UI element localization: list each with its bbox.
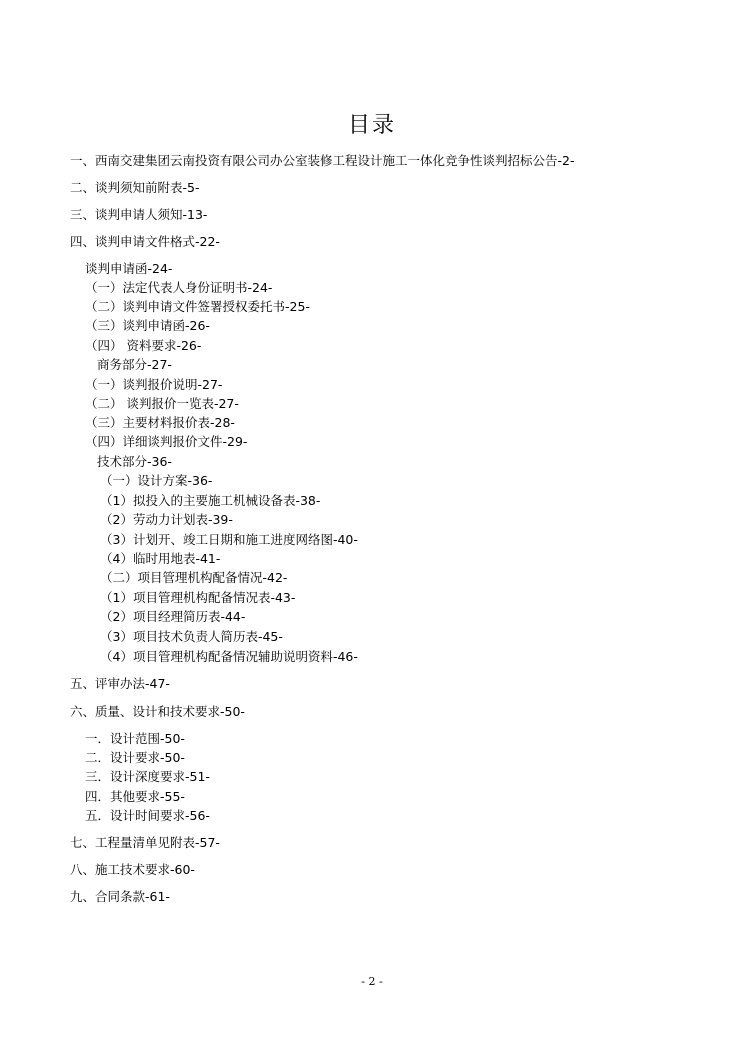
toc-entry-11[interactable]: （一）谈判报价说明-27- xyxy=(85,377,223,392)
toc-entry-22[interactable]: （1）项目管理机构配备情况表-43- xyxy=(100,590,296,605)
toc-entry-28[interactable]: 一．设计范围-50- xyxy=(85,731,185,746)
toc-title: 目录 xyxy=(347,113,396,138)
toc-entry-13[interactable]: （三）主要材料报价表-28- xyxy=(85,415,235,430)
toc-entry-1[interactable]: 一、西南交建集团云南投资有限公司办公室装修工程设计施工一体化竞争性谈判招标公告-2- xyxy=(70,153,575,168)
page-number: - 2 - xyxy=(361,975,383,988)
toc-entry-21[interactable]: （二）项目管理机构配备情况-42- xyxy=(100,570,288,585)
toc-entry-15[interactable]: 技术部分-36- xyxy=(97,454,172,469)
toc-entry-26[interactable]: 五、评审办法-47- xyxy=(70,676,170,691)
toc-entry-12[interactable]: （二） 谈判报价一览表-27- xyxy=(85,396,239,411)
toc-entry-35[interactable]: 九、合同条款-61- xyxy=(70,889,170,904)
toc-entry-7[interactable]: （二）谈判申请文件签署授权委托书-25- xyxy=(85,299,310,314)
toc-entry-3[interactable]: 三、谈判申请人须知-13- xyxy=(70,207,208,222)
toc-entry-20[interactable]: （4）临时用地表-41- xyxy=(100,551,221,566)
toc-entry-16[interactable]: （一）设计方案-36- xyxy=(100,473,213,488)
toc-entry-19[interactable]: （3）计划开、竣工日期和施工进度网络图-40- xyxy=(100,532,358,547)
toc-entry-23[interactable]: （2）项目经理简历表-44- xyxy=(100,609,246,624)
toc-entry-2[interactable]: 二、谈判须知前附表-5- xyxy=(70,180,200,195)
toc-entry-31[interactable]: 四．其他要求-55- xyxy=(85,789,185,804)
toc-entry-30[interactable]: 三．设计深度要求-51- xyxy=(85,769,210,784)
toc-entry-14[interactable]: （四）详细谈判报价文件-29- xyxy=(85,434,248,449)
toc-entry-9[interactable]: （四） 资料要求-26- xyxy=(85,338,202,353)
toc-entry-8[interactable]: （三）谈判申请函-26- xyxy=(85,318,210,333)
toc-entry-24[interactable]: （3）项目技术负责人简历表-45- xyxy=(100,629,283,644)
toc-entry-4[interactable]: 四、谈判申请文件格式-22- xyxy=(70,234,220,249)
toc-entry-33[interactable]: 七、工程量清单见附表-57- xyxy=(70,835,220,850)
toc-entry-5[interactable]: 谈判申请函-24- xyxy=(85,261,173,276)
toc-entry-10[interactable]: 商务部分-27- xyxy=(97,357,172,372)
toc-entry-6[interactable]: （一）法定代表人身份证明书-24- xyxy=(85,280,273,295)
toc-entry-17[interactable]: （1）拟投入的主要施工机械设备表-38- xyxy=(100,493,321,508)
toc-entry-25[interactable]: （4）项目管理机构配备情况辅助说明资料-46- xyxy=(100,649,358,664)
toc-entry-32[interactable]: 五．设计时间要求-56- xyxy=(85,808,210,823)
toc-entry-34[interactable]: 八、施工技术要求-60- xyxy=(70,862,195,877)
toc-entry-29[interactable]: 二．设计要求-50- xyxy=(85,750,185,765)
toc-entry-18[interactable]: （2）劳动力计划表-39- xyxy=(100,512,233,527)
toc-entry-27[interactable]: 六、质量、设计和技术要求-50- xyxy=(70,704,245,719)
